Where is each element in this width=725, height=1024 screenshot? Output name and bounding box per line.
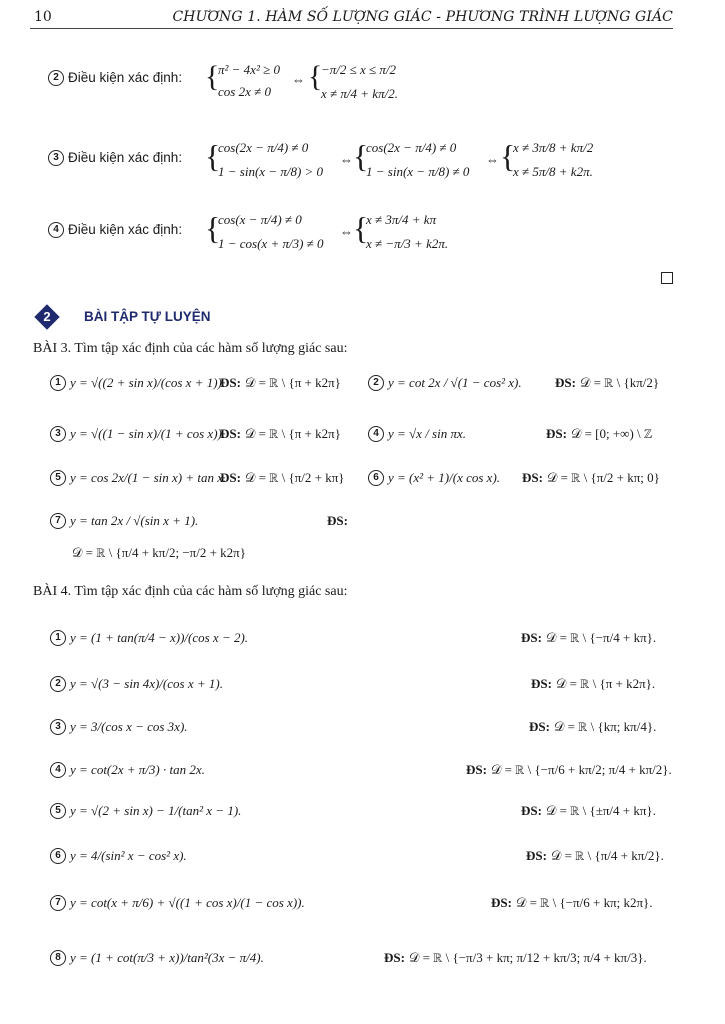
function-expression: y = (x² + 1)/(x cos x). bbox=[388, 470, 501, 485]
condition: cos(2x − π/4) ≠ 0 bbox=[366, 140, 457, 155]
end-of-proof-icon bbox=[661, 272, 673, 284]
item-number: 7 bbox=[50, 513, 66, 529]
condition: x ≠ 5π/8 + k2π. bbox=[513, 164, 593, 179]
solution-label: Điều kiện xác định: bbox=[68, 150, 183, 165]
item-number: 1 bbox=[50, 630, 66, 646]
item-number: 3 bbox=[48, 150, 64, 166]
answer-label: ĐS: bbox=[384, 950, 405, 965]
function-expression: y = cos 2x/(1 − sin x) + tan x. bbox=[70, 470, 227, 485]
solution-label: Điều kiện xác định: bbox=[68, 222, 183, 237]
item-number: 2 bbox=[50, 676, 66, 692]
chapter-title: CHƯƠNG 1. HÀM SỐ LƯỢNG GIÁC - PHƯƠNG TRÌNH LƯỢNG GIÁC bbox=[172, 9, 673, 25]
condition: 1 − sin(x − π/8) ≠ 0 bbox=[366, 164, 470, 179]
answer-label: ĐS: bbox=[531, 676, 552, 691]
brace-icon: { bbox=[500, 138, 516, 174]
item-number: 3 bbox=[50, 426, 66, 442]
answer-label: ĐS: bbox=[521, 630, 542, 645]
answer: 𝒟 = ℝ \ {π/2 + kπ} bbox=[244, 470, 345, 485]
function-expression: y = 4/(sin² x − cos² x). bbox=[70, 848, 187, 863]
equivalence-icon: ⇔ bbox=[486, 152, 499, 167]
answer-label: ĐS: bbox=[529, 719, 550, 734]
item-number: 5 bbox=[50, 803, 66, 819]
exercise-4-title: BÀI 4. Tìm tập xác định của các hàm số lượng giác sau: bbox=[33, 584, 348, 599]
function-expression: y = √((1 − sin x)/(1 + cos x)). bbox=[70, 426, 226, 441]
equivalence-icon: ⇔ bbox=[340, 224, 353, 239]
answer-label: ĐS: bbox=[522, 470, 543, 485]
answer-label: ĐS: bbox=[220, 470, 241, 485]
item-number: 4 bbox=[368, 426, 384, 442]
brace-icon: { bbox=[353, 138, 369, 174]
brace-icon: { bbox=[353, 210, 369, 246]
solution-label: Điều kiện xác định: bbox=[68, 70, 183, 85]
answer: 𝒟 = ℝ \ {π + k2π} bbox=[244, 426, 341, 441]
condition: −π/2 ≤ x ≤ π/2 bbox=[321, 62, 397, 77]
answer: 𝒟 = ℝ \ {−π/4 + kπ}. bbox=[545, 630, 657, 645]
item-number: 7 bbox=[50, 895, 66, 911]
item-number: 2 bbox=[48, 70, 64, 86]
function-expression: y = cot 2x / √(1 − cos² x). bbox=[388, 375, 522, 390]
item-number: 8 bbox=[50, 950, 66, 966]
answer: 𝒟 = ℝ \ {kπ/2} bbox=[579, 375, 660, 390]
answer-label: ĐS: bbox=[220, 375, 241, 390]
brace-icon: { bbox=[205, 138, 221, 174]
answer: 𝒟 = ℝ \ {π + k2π}. bbox=[555, 676, 656, 691]
condition: cos 2x ≠ 0 bbox=[218, 84, 271, 99]
brace-icon: { bbox=[308, 60, 323, 93]
answer-label: ĐS: bbox=[327, 513, 348, 528]
condition: 1 − sin(x − π/8) > 0 bbox=[218, 164, 324, 179]
answer-label: ĐS: bbox=[466, 762, 487, 777]
answer: 𝒟 = [0; +∞) \ ℤ bbox=[570, 426, 653, 441]
brace-icon: { bbox=[205, 210, 221, 246]
answer: 𝒟 = ℝ \ {π + k2π} bbox=[244, 375, 341, 390]
answer: 𝒟 = ℝ \ {π/4 + kπ/2}. bbox=[550, 848, 664, 863]
function-expression: y = √((2 + sin x)/(cos x + 1)). bbox=[70, 375, 226, 390]
equivalence-icon: ⇔ bbox=[340, 152, 353, 167]
condition: π² − 4x² ≥ 0 bbox=[218, 62, 280, 77]
function-expression: y = cot(2x + π/3) · tan 2x. bbox=[70, 762, 205, 777]
item-number: 4 bbox=[48, 222, 64, 238]
function-expression: y = (1 + cot(π/3 + x))/tan²(3x − π/4). bbox=[70, 950, 264, 965]
function-expression: y = √(2 + sin x) − 1/(tan² x − 1). bbox=[70, 803, 242, 818]
condition: x ≠ 3π/8 + kπ/2 bbox=[513, 140, 594, 155]
section-number: 2 bbox=[43, 309, 51, 324]
page-number: 10 bbox=[34, 9, 52, 25]
function-expression: y = √x / sin πx. bbox=[388, 426, 467, 441]
answer-label: ĐS: bbox=[521, 803, 542, 818]
item-number: 6 bbox=[50, 848, 66, 864]
answer-label: ĐS: bbox=[546, 426, 567, 441]
condition: cos(x − π/4) ≠ 0 bbox=[218, 212, 302, 227]
item-number: 2 bbox=[368, 375, 384, 391]
function-expression: y = 3/(cos x − cos 3x). bbox=[70, 719, 188, 734]
condition: cos(2x − π/4) ≠ 0 bbox=[218, 140, 309, 155]
answer-label: ĐS: bbox=[491, 895, 512, 910]
condition: 1 − cos(x + π/3) ≠ 0 bbox=[218, 236, 324, 251]
item-number: 3 bbox=[50, 719, 66, 735]
section-title: BÀI TẬP TỰ LUYỆN bbox=[84, 309, 211, 324]
condition: x ≠ π/4 + kπ/2. bbox=[321, 86, 398, 101]
answer: 𝒟 = ℝ \ {−π/3 + kπ; π/12 + kπ/3; π/4 + kπ/3}. bbox=[408, 950, 647, 965]
answer: 𝒟 = ℝ \ {π/2 + kπ; 0} bbox=[546, 470, 660, 485]
function-expression: y = tan 2x / √(sin x + 1). bbox=[70, 513, 199, 528]
brace-icon: { bbox=[205, 60, 220, 93]
answer: 𝒟 = ℝ \ {−π/6 + kπ/2; π/4 + kπ/2}. bbox=[490, 762, 672, 777]
exercise-3-title: BÀI 3. Tìm tập xác định của các hàm số lượng giác sau: bbox=[33, 341, 348, 356]
condition: x ≠ −π/3 + k2π. bbox=[366, 236, 449, 251]
item-number: 5 bbox=[50, 470, 66, 486]
page-header bbox=[30, 8, 673, 29]
answer-label: ĐS: bbox=[526, 848, 547, 863]
answer: 𝒟 = ℝ \ {±π/4 + kπ}. bbox=[545, 803, 656, 818]
answer-label: ĐS: bbox=[555, 375, 576, 390]
function-expression: y = √(3 − sin 4x)/(cos x + 1). bbox=[70, 676, 223, 691]
equivalence-icon: ⇔ bbox=[292, 72, 305, 87]
item-number: 1 bbox=[50, 375, 66, 391]
answer: 𝒟 = ℝ \ {−π/6 + kπ; k2π}. bbox=[515, 895, 653, 910]
function-expression: y = (1 + tan(π/4 − x))/(cos x − 2). bbox=[70, 630, 249, 645]
item-number: 6 bbox=[368, 470, 384, 486]
function-expression: y = cot(x + π/6) + √((1 + cos x)/(1 − cos x)). bbox=[70, 895, 305, 910]
item-number: 4 bbox=[50, 762, 66, 778]
answer: 𝒟 = ℝ \ {π/4 + kπ/2; −π/2 + k2π} bbox=[72, 545, 246, 560]
answer-label: ĐS: bbox=[220, 426, 241, 441]
condition: x ≠ 3π/4 + kπ bbox=[366, 212, 437, 227]
answer: 𝒟 = ℝ \ {kπ; kπ/4}. bbox=[553, 719, 657, 734]
